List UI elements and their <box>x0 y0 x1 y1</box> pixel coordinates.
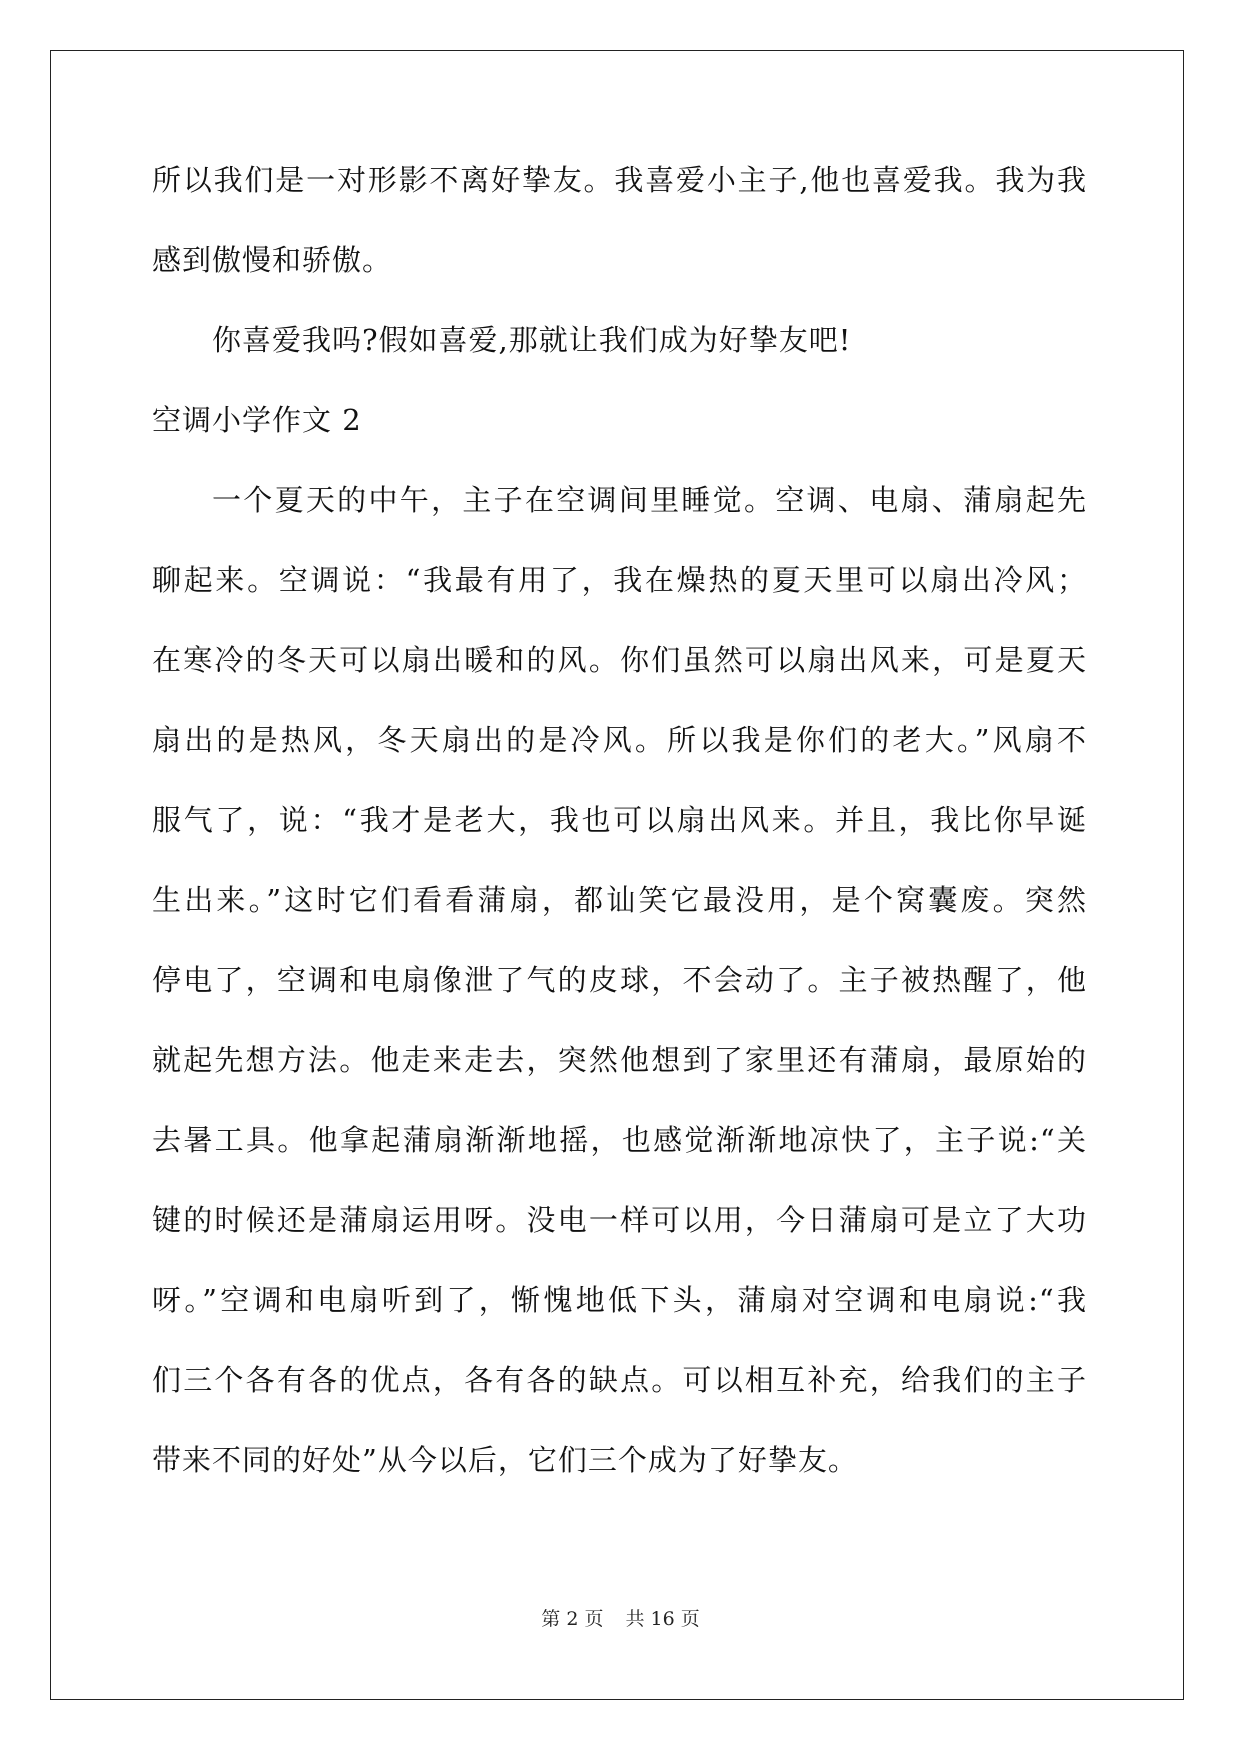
paragraph-line: 键的时候还是蒲扇运用呀。没电一样可以用，今日蒲扇可是立了大功 <box>152 1203 1087 1237</box>
paragraph-line: 所以我们是一对形影不离好挚友。我喜爱小主子,他也喜爱我。我为我 <box>152 163 1087 197</box>
paragraph-line: 带来不同的好处”从今以后，它们三个成为了好挚友。 <box>152 1443 858 1477</box>
paragraph-line: 服气了，说：“我才是老大，我也可以扇出风来。并且，我比你早诞 <box>152 803 1087 837</box>
page-number-total: 共 16 页 <box>625 1608 700 1630</box>
paragraph-line: 停电了，空调和电扇像泄了气的皮球，不会动了。主子被热醒了，他 <box>152 963 1087 997</box>
page-footer <box>0 1607 1241 1631</box>
section-heading: 空调小学作文 2 <box>152 403 362 437</box>
paragraph-line: 一个夏天的中午，主子在空调间里睡觉。空调、电扇、蒲扇起先 <box>212 483 1087 517</box>
paragraph-line: 们三个各有各的优点，各有各的缺点。可以相互补充，给我们的主子 <box>152 1363 1087 1397</box>
paragraph-line: 你喜爱我吗?假如喜爱,那就让我们成为好挚友吧! <box>212 323 852 357</box>
paragraph-line: 呀。”空调和电扇听到了，惭愧地低下头，蒲扇对空调和电扇说:“我 <box>152 1283 1087 1317</box>
paragraph-line: 在寒冷的冬天可以扇出暖和的风。你们虽然可以扇出风来，可是夏天 <box>152 643 1087 677</box>
document-body <box>152 160 1087 1520</box>
paragraph-line: 聊起来。空调说：“我最有用了，我在燥热的夏天里可以扇出冷风； <box>152 563 1087 597</box>
paragraph-line: 就起先想方法。他走来走去，突然他想到了家里还有蒲扇，最原始的 <box>152 1043 1087 1077</box>
paragraph-line: 扇出的是热风，冬天扇出的是冷风。所以我是你们的老大。”风扇不 <box>152 723 1087 757</box>
page-number-current: 第 2 页 <box>541 1608 604 1630</box>
paragraph-line: 去暑工具。他拿起蒲扇渐渐地摇，也感觉渐渐地凉快了，主子说:“关 <box>152 1123 1087 1157</box>
paragraph-line: 生出来。”这时它们看看蒲扇，都讪笑它最没用，是个窝囊废。突然 <box>152 883 1087 917</box>
paragraph-line: 感到傲慢和骄傲。 <box>152 243 393 277</box>
